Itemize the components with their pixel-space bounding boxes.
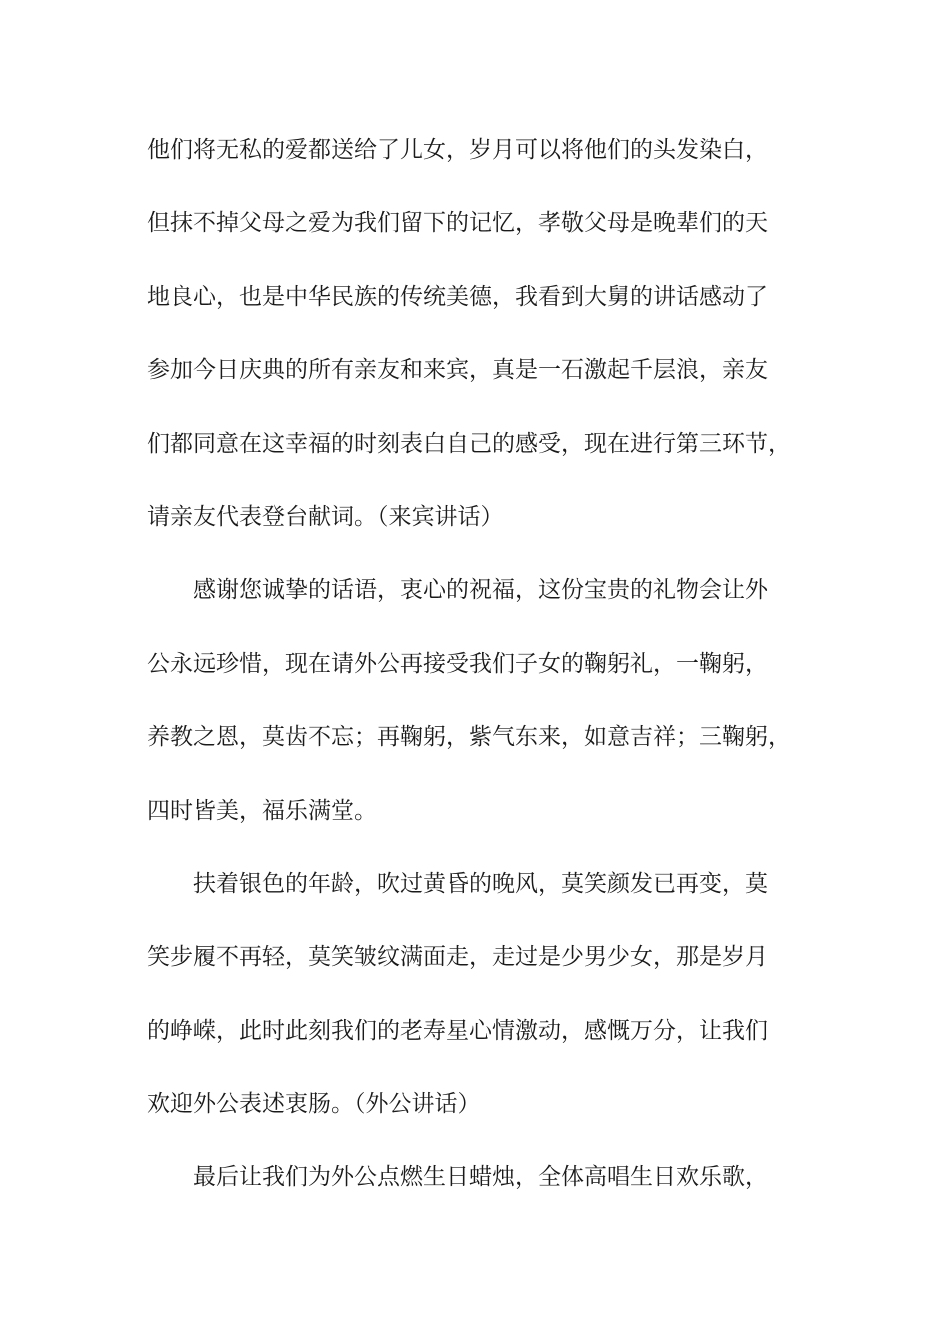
paragraph-first-line: 感谢您诚挚的话语，衷心的祝福，这份宝贵的礼物会让外 xyxy=(193,577,768,604)
document-body xyxy=(147,127,807,1228)
text-line: 的峥嵘，此时此刻我们的老寿星心情激动，感慨万分，让我们 xyxy=(147,1017,768,1044)
text-line: 地良心，也是中华民族的传统美德，我看到大舅的讲话感动了 xyxy=(147,283,768,310)
text-line: 他们将无私的爱都送给了儿女，岁月可以将他们的头发染白， xyxy=(147,137,768,163)
text-line: 欢迎外公表述衷肠。（外公讲话） xyxy=(147,1091,481,1118)
text-line: 公永远珍惜，现在请外公再接受我们子女的鞠躬礼，一鞠躬， xyxy=(147,650,768,677)
text-line: 请亲友代表登台献词。（来宾讲话） xyxy=(147,503,504,530)
text-line: 养教之恩，莫齿不忘；再鞠躬，紫气东来，如意吉祥；三鞠躬， xyxy=(147,724,791,751)
paragraph-first-line: 最后让我们为外公点燃生日蜡烛，全体高唱生日欢乐歌， xyxy=(193,1164,768,1191)
paragraph-first-line: 扶着银色的年龄，吹过黄昏的晚风，莫笑颜发已再变，莫 xyxy=(193,870,768,897)
text-line: 但抹不掉父母之爱为我们留下的记忆，孝敬父母是晚辈们的天 xyxy=(147,210,768,237)
text-line: 参加今日庆典的所有亲友和来宾，真是一石激起千层浪，亲友 xyxy=(147,357,768,384)
text-line: 们都同意在这幸福的时刻表白自己的感受，现在进行第三环节， xyxy=(147,430,791,457)
text-line: 四时皆美，福乐满堂。 xyxy=(147,797,377,824)
text-line: 笑步履不再轻，莫笑皱纹满面走，走过是少男少女，那是岁月 xyxy=(147,944,768,971)
